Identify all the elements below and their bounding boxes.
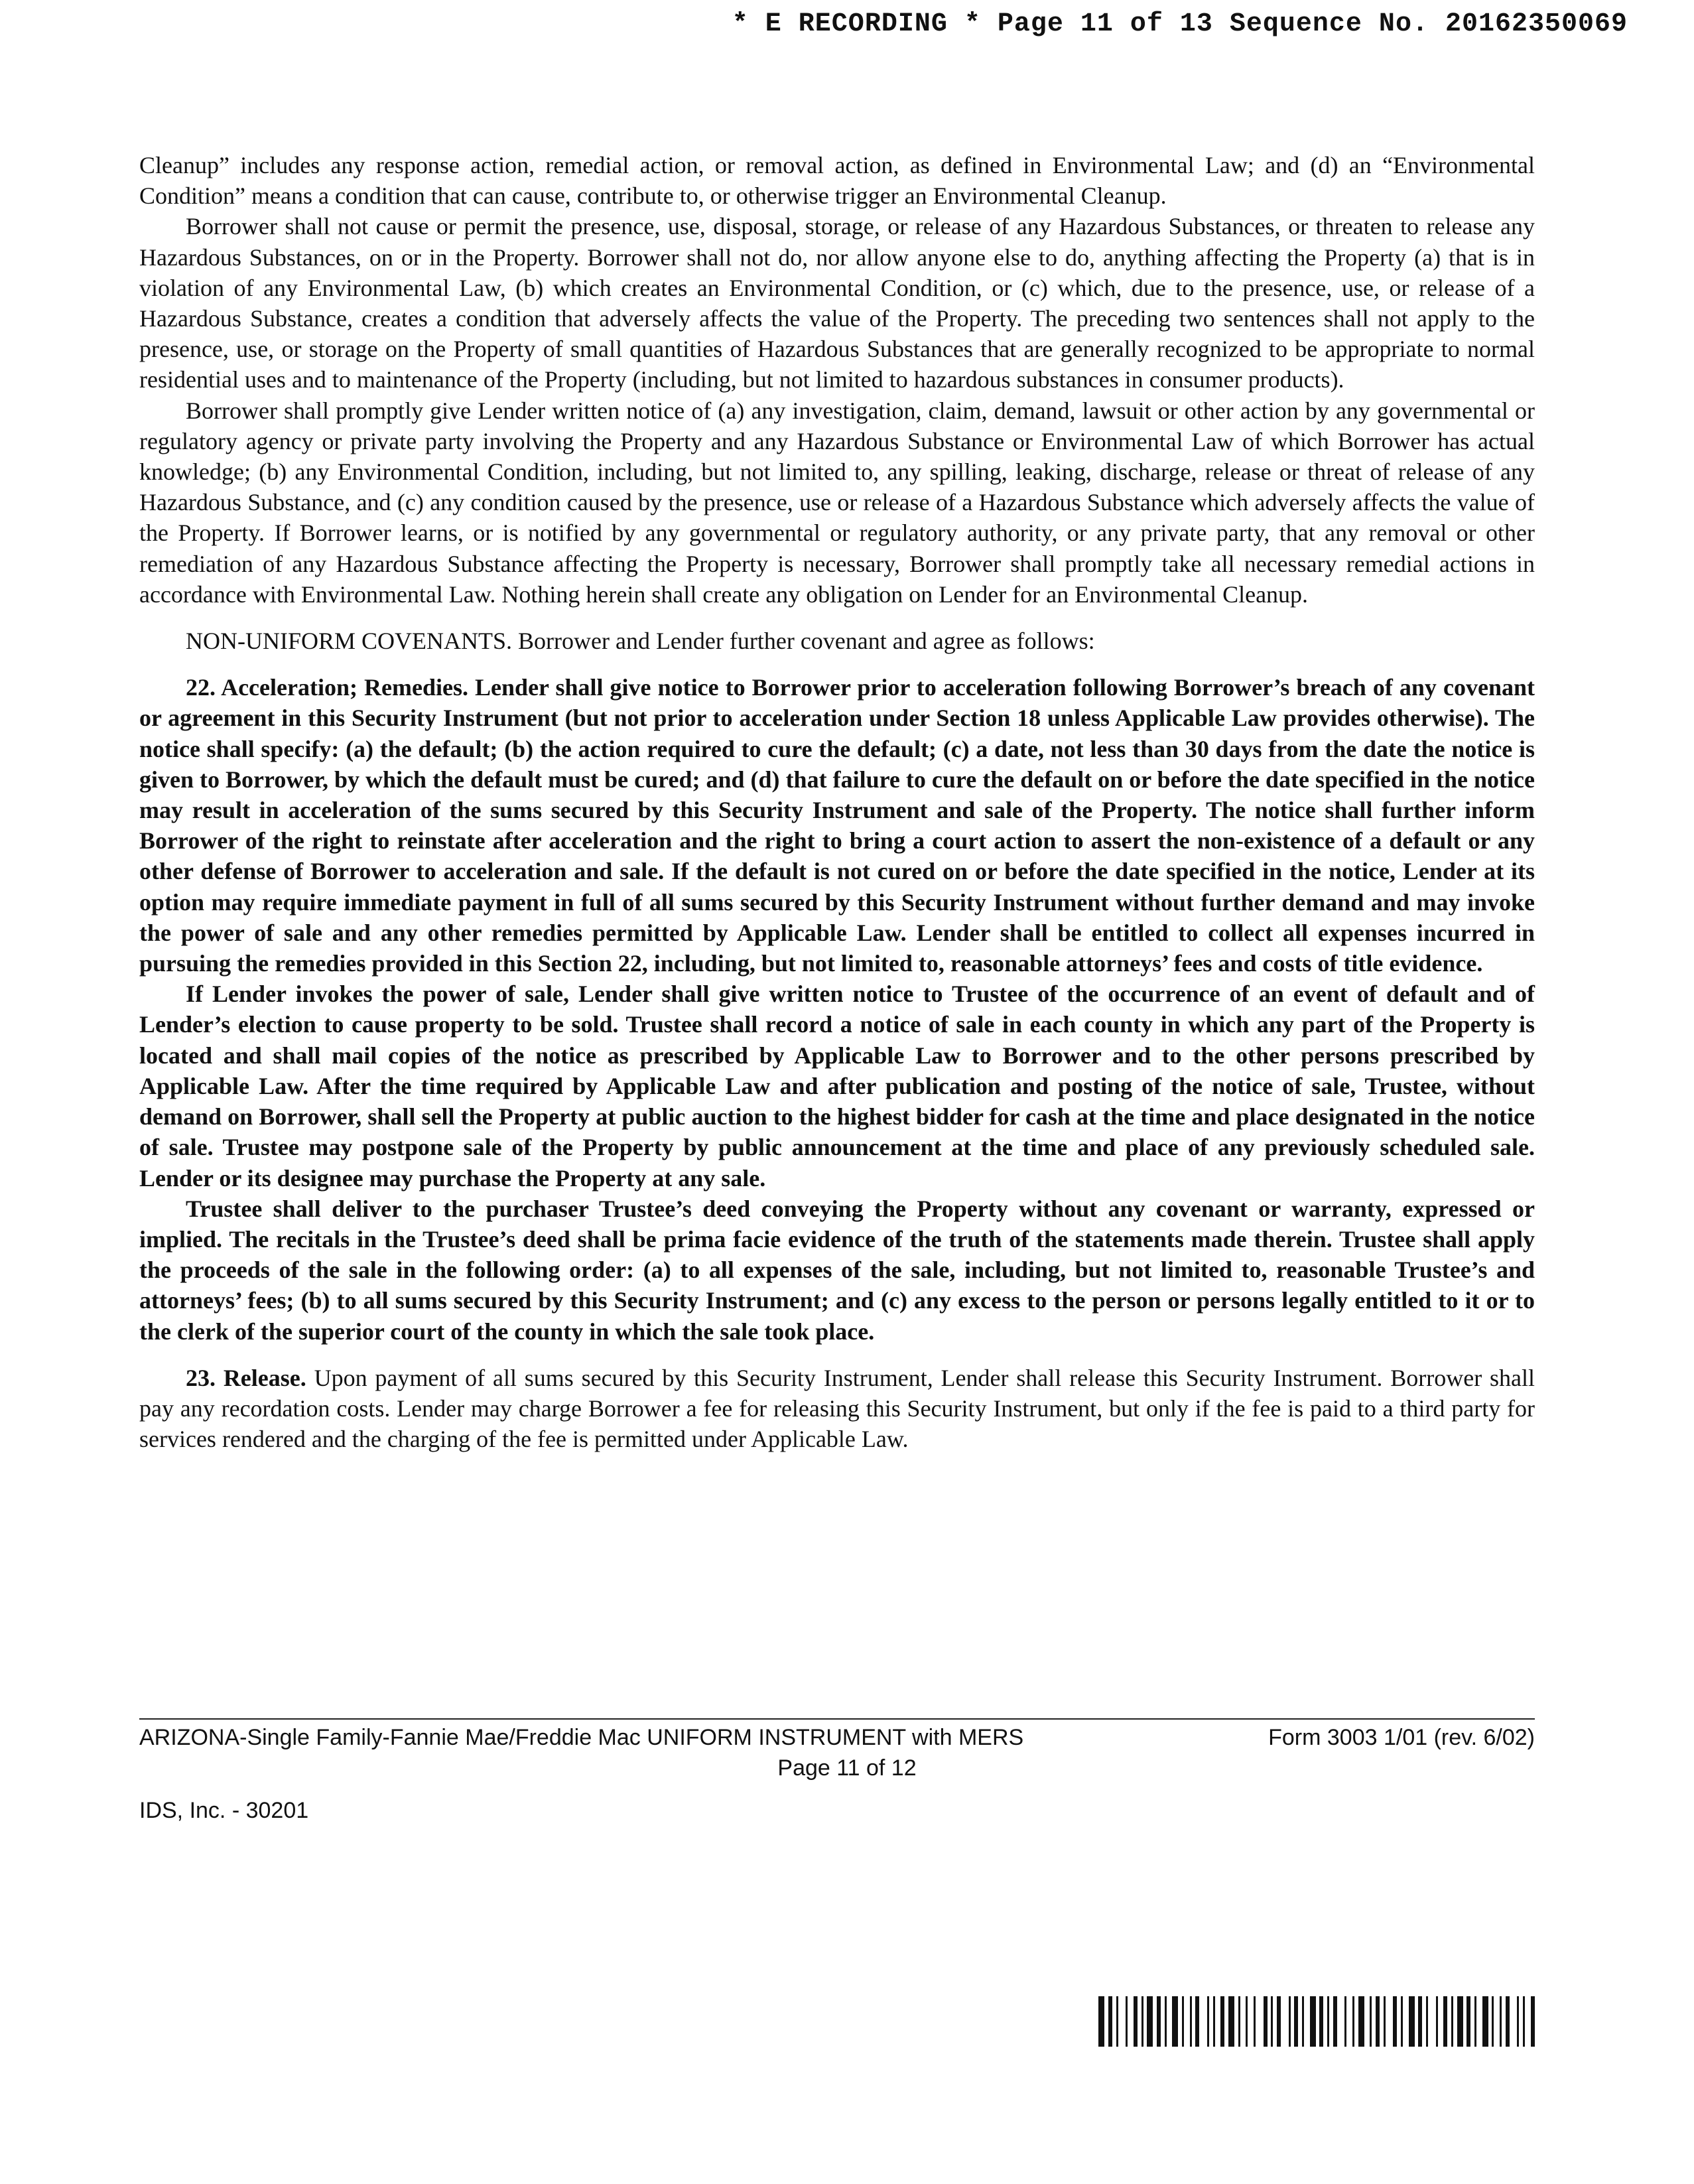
section-22-text: Lender shall give notice to Borrower prior to acceleration following Borrower’s breach of any covenant or agreement in this Security Instrument (but not prior to acceleration under Section 18 unless Applicable Law provides otherwise). The notice shall specify: (a) the default; (b) the action required to cure the default; (c) a date, not less than 30 days from the date the notice is given to Borrower, by which the default must be cured; and (d) that failure to cure the default on or before the date specified in the notice may result in acceleration of the sums secured by this Security Instrument and sale of the Property. The notice shall further inform Borrower of the right to reinstate after acceleration and the right to bring a court action to assert the non-existence of a default or any other defense of Borrower to acceleration and sale. If the default is not cured on or before the date specified in the notice, Lender at its option may require immediate payment in full of all sums secured by this Security Instrument without further demand and may invoke the power of sale and any other remedies permitted by Applicable Law. Lender shall be entitled to collect all expenses incurred in pursuing the remedies provided in this Section 22, including, but not limited to, reasonable attorneys’ fees and costs of title evidence. (139, 674, 1535, 977)
section-23-release (139, 1363, 1535, 1455)
paragraph-power-of-sale: If Lender invokes the power of sale, Lender shall give written notice to Trustee of the occurrence of an event of default and of Lender’s election to cause property to be sold. Trustee shall record a notice of sale in each county in which any part of the Property is located and shall mail copies of the notice as prescribed by Applicable Law to Borrower and to the other persons prescribed by Applicable Law. After the time required by Applicable Law and after publication and posting of the notice of sale, Trustee, without demand on Borrower, shall sell the Property at public auction to the highest bidder for cash at the time and place designated in the notice of sale. Trustee may postpone sale of the Property by public announcement at the time and place of any previously scheduled sale. Lender or its designee may purchase the Property at any sale. (139, 981, 1535, 1192)
section-22-heading: 22. Acceleration; Remedies. (186, 674, 468, 701)
paragraph-environmental-definition: Cleanup” includes any response action, remedial action, or removal action, as defined in Environmental Law; and (d) an “Environmental Condition” means a condition that can cause, contribute to, or otherwise trigger an Environmental Cleanup. (139, 152, 1535, 210)
footer-ids-code: IDS, Inc. - 30201 (139, 1798, 309, 1823)
section-23-text: Upon payment of all sums secured by this Security Instrument, Lender shall release this Security Instrument. Borrower shall pay any recordation costs. Lender may charge Borrower a fee for releasing this Security Instrument, but only if the fee is paid to a third party for services rendered and the charging of the fee is permitted under Applicable Law. (139, 1364, 1535, 1453)
footer-divider (139, 1718, 1535, 1720)
document-body (139, 150, 1535, 1454)
recording-header: * E RECORDING * Page 11 of 13 Sequence No. 20162350069 (732, 9, 1628, 39)
footer-form-number: Form 3003 1/01 (rev. 6/02) (1268, 1725, 1535, 1750)
section-22-acceleration (139, 672, 1535, 979)
paragraph-borrower-not-cause: Borrower shall not cause or permit the presence, use, disposal, storage, or release of any Hazardous Substances, or threaten to release any Hazardous Substances, on or in the Property. Borrower shall not do, nor allow anyone else to do, anything affecting the Property (a) that is in violation of any Environmental Law, (b) which creates an Environmental Condition, or (c) which, due to the presence, use, or release of a Hazardous Substance, creates a condition that adversely affects the value of the Property. The preceding two sentences shall not apply to the presence, use, or storage on the Property of small quantities of Hazardous Substances that are generally recognized to be appropriate to normal residential uses and to maintenance of the Property (including, but not limited to hazardous substances in consumer products). (139, 213, 1535, 393)
footer-form-title: ARIZONA-Single Family-Fannie Mae/Freddie Mac UNIFORM INSTRUMENT with MERS (139, 1725, 1024, 1750)
barcode-icon (1098, 1996, 1536, 2047)
paragraph-borrower-notice: Borrower shall promptly give Lender written notice of (a) any investigation, claim, demand, lawsuit or other action by any governmental or regulatory agency or private party involving the Property and any Hazardous Substance or Environmental Law of which Borrower has actual knowledge; (b) any Environmental Condition, including, but not limited to, any spilling, leaking, discharge, release or threat of release of any Hazardous Substance, and (c) any condition caused by the presence, use or release of a Hazardous Substance which adversely affects the value of the Property. If Borrower learns, or is notified by any governmental or regulatory authority, or any private party, that any removal or other remediation of any Hazardous Substance affecting the Property is necessary, Borrower shall promptly take all necessary remedial actions in accordance with Environmental Law. Nothing herein shall create any obligation on Lender for an Environmental Cleanup. (139, 397, 1535, 608)
footer-page-number: Page 11 of 12 (777, 1755, 917, 1781)
paragraph-non-uniform-covenants: NON-UNIFORM COVENANTS. Borrower and Lender further covenant and agree as follows: (186, 628, 1095, 655)
paragraph-trustee-deed: Trustee shall deliver to the purchaser Trustee’s deed conveying the Property without any covenant or warranty, expressed or implied. The recitals in the Trustee’s deed shall be prima facie evidence of the truth of the statements made therein. Trustee shall apply the proceeds of the sale in the following order: (a) to all expenses of the sale, including, but not limited to, reasonable Trustee’s and attorneys’ fees; (b) to all sums secured by this Security Instrument; and (c) any excess to the person or persons legally entitled to it or to the clerk of the superior court of the county in which the sale took place. (139, 1195, 1535, 1345)
section-23-heading: 23. Release. (186, 1364, 306, 1391)
